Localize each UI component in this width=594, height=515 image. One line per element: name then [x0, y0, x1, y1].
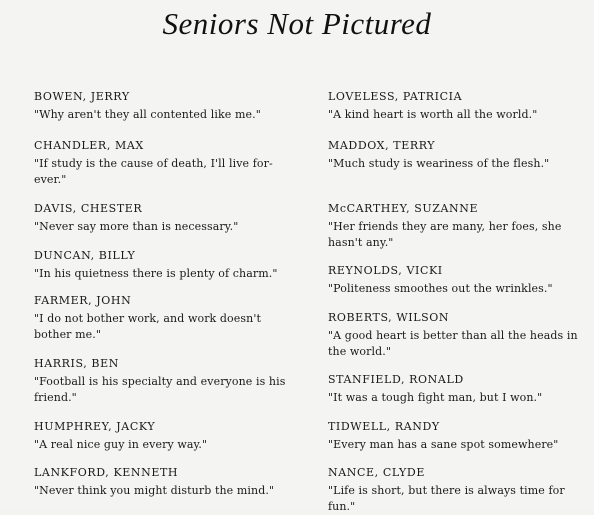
senior-quote: "I do not bother work, and work doesn't bother me." [34, 312, 261, 341]
senior-name: NANCE, CLYDE [328, 466, 425, 479]
senior-name: HARRIS, BEN [34, 357, 119, 370]
senior-entry [34, 357, 296, 406]
senior-quote: "In his quietness there is plenty of charm." [34, 267, 278, 280]
senior-name: LOVELESS, PATRICIA [328, 90, 463, 103]
senior-quote: "It was a tough fight man, but I won." [328, 391, 543, 404]
senior-entry [328, 420, 590, 453]
senior-quote: "A good heart is better than all the heads in the world." [328, 329, 578, 358]
senior-name: ROBERTS, WILSON [328, 311, 450, 324]
senior-entry [34, 139, 296, 188]
senior-entry [34, 466, 296, 499]
senior-quote: "A kind heart is worth all the world." [328, 108, 538, 121]
senior-name: CHANDLER, MAX [34, 139, 144, 152]
senior-name: FARMER, JOHN [34, 294, 132, 307]
senior-quote: "Never think you might disturb the mind." [34, 484, 275, 497]
senior-name: BOWEN, JERRY [34, 90, 130, 103]
senior-entry [34, 249, 296, 282]
senior-entry [328, 90, 590, 123]
senior-quote: "Why aren't they all contented like me." [34, 108, 261, 121]
senior-name: DUNCAN, BILLY [34, 249, 136, 262]
page-title: Seniors Not Pictured [162, 6, 432, 41]
senior-entry [328, 373, 590, 406]
senior-entry [328, 202, 590, 251]
senior-name: REYNOLDS, VICKI [328, 264, 443, 277]
senior-entry [328, 139, 590, 172]
senior-quote: "Football is his specialty and everyone is his friend." [34, 375, 286, 404]
senior-name: HUMPHREY, JACKY [34, 420, 156, 433]
senior-name: LANKFORD, KENNETH [34, 466, 179, 479]
senior-quote: "Much study is weariness of the flesh." [328, 157, 550, 170]
senior-entry [34, 90, 296, 123]
senior-name: DAVIS, CHESTER [34, 202, 143, 215]
senior-quote: "Life is short, but there is always time for fun." [328, 484, 565, 513]
senior-entry [328, 264, 590, 297]
senior-entry [34, 420, 296, 453]
senior-quote: "Her friends they are many, her foes, she hasn't any." [328, 220, 562, 249]
senior-quote: "Never say more than is necessary." [34, 220, 239, 233]
senior-entry [34, 202, 296, 235]
senior-quote: "A real nice guy in every way." [34, 438, 208, 451]
senior-quote: "Politeness smoothes out the wrinkles." [328, 282, 553, 295]
senior-quote: "Every man has a sane spot somewhere" [328, 438, 559, 451]
senior-entry [328, 311, 590, 360]
senior-entry [34, 294, 296, 343]
senior-name: McCARTHEY, SUZANNE [328, 202, 479, 215]
senior-name: STANFIELD, RONALD [328, 373, 464, 386]
senior-name: TIDWELL, RANDY [328, 420, 440, 433]
senior-quote: "If study is the cause of death, I'll live for-ever." [34, 157, 273, 186]
senior-name: MADDOX, TERRY [328, 139, 436, 152]
